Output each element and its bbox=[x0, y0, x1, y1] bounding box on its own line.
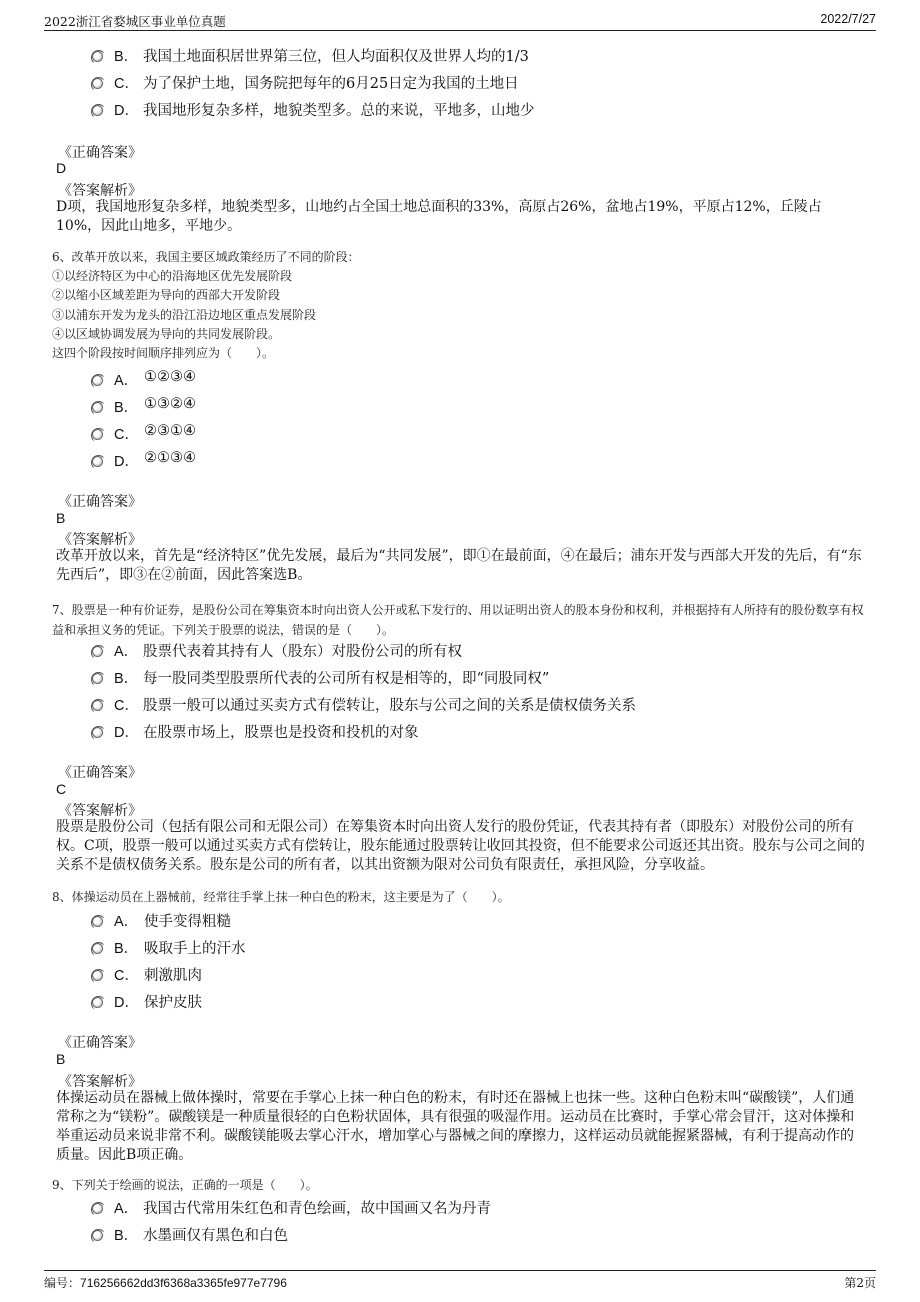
q9-stem: 9、下列关于绘画的说法，正确的一项是（ ）。 bbox=[52, 1178, 318, 1192]
radio-icon[interactable] bbox=[92, 997, 103, 1008]
radio-icon[interactable] bbox=[92, 51, 103, 62]
q6-answer: B bbox=[56, 510, 66, 526]
radio-icon[interactable] bbox=[92, 970, 103, 981]
radio-icon[interactable] bbox=[92, 375, 103, 386]
radio-icon[interactable] bbox=[92, 456, 103, 467]
q8-stem: 8、体操运动员在上器械前，经常往手掌上抹一种白色的粉末，这主要是为了（ ）。 bbox=[52, 890, 510, 904]
q8-answer-label: 《正确答案》 bbox=[58, 1035, 142, 1051]
radio-icon[interactable] bbox=[92, 700, 103, 711]
radio-icon[interactable] bbox=[92, 916, 103, 927]
radio-icon[interactable] bbox=[92, 1230, 103, 1241]
q6-stem: 6、改革开放以来，我国主要区域政策经历了不同的阶段： ①以经济特区为中心的沿海地区优先发展阶段 ②以缩小区域差距为导向的西部大开发阶段 ③以浦东开发为龙头的沿江沿边地区重点发展阶段 ④以区域协调发展为导向的共同发展阶段。 这四个阶段按时间顺序排列应为（ ）。 bbox=[52, 250, 360, 361]
q5-analysis: D项，我国地形复杂多样，地貌类型多，山地约占全国土地总面积的33%，高原占26%，盆地占19%，平原占12%，丘陵占10%，因此山地多，平地少。 bbox=[56, 199, 822, 234]
radio-icon[interactable] bbox=[92, 78, 103, 89]
q7-answer: C bbox=[56, 781, 67, 797]
q6-analysis: 改革开放以来，首先是“经济特区”优先发展，最后为“共同发展”，即①在最前面，④在最后；浦东开发与西部大开发的先后，有“东先西后”，即③在②前面，因此答案选B。 bbox=[56, 548, 862, 583]
page-header bbox=[44, 12, 876, 31]
radio-icon[interactable] bbox=[92, 429, 103, 440]
q7-stem: 7、股票是一种有价证券，是股份公司在筹集资本时向出资人公开或私下发行的、用以证明出资人的股本身份和权利，并根据持有人所持有的股份数享有权益和承担义务的凭证。下列关于股票的说法，错误的是（ ）。 bbox=[52, 603, 864, 637]
document-code: 编号：716256662dd3f6368a3365fe977e7796 bbox=[44, 1276, 287, 1290]
document-date: 2022/7/27 bbox=[820, 12, 876, 26]
q6-answer-label: 《正确答案》 bbox=[58, 494, 142, 510]
radio-icon[interactable] bbox=[92, 727, 103, 738]
page-number: 第2页 bbox=[844, 1276, 876, 1290]
radio-icon[interactable] bbox=[92, 943, 103, 954]
radio-icon[interactable] bbox=[92, 673, 103, 684]
radio-icon[interactable] bbox=[92, 402, 103, 413]
q7-analysis-label: 《答案解析》 bbox=[58, 803, 142, 819]
radio-icon[interactable] bbox=[92, 105, 103, 116]
radio-icon[interactable] bbox=[92, 1203, 103, 1214]
q6-analysis-label: 《答案解析》 bbox=[58, 532, 142, 548]
q8-analysis: 体操运动员在器械上做体操时，常要在手掌心上抹一种白色的粉末，有时还在器械上也抹一些。这种白色粉末叫“碳酸镁”，人们通常称之为“镁粉”。碳酸镁是一种质量很轻的白色粉状固体，具有很强的吸湿作用。运动员在比赛时，手掌心常会冒汗，这对体操和举重运动员来说非常不利。碳酸镁能吸去掌心汗水，增加掌心与器械之间的摩擦力，这样运动员就能握紧器械，有利于提高动作的质量。因此B项正确。 bbox=[56, 1090, 855, 1163]
page-footer bbox=[44, 1270, 876, 1291]
radio-icon[interactable] bbox=[92, 646, 103, 657]
q5-analysis-label: 《答案解析》 bbox=[58, 183, 142, 199]
q8-answer: B bbox=[56, 1051, 66, 1067]
q5-answer-label: 《正确答案》 bbox=[58, 145, 142, 161]
q7-analysis: 股票是股份公司（包括有限公司和无限公司）在筹集资本时向出资人发行的股份凭证，代表其持有者（即股东）对股份公司的所有权。C项，股票一般可以通过买卖方式有偿转让，股东能通过股票转让收回其投资，但不能要求公司返还其出资。股东与公司之间的关系不是债权债务关系。股东是公司的所有者，以其出资额为限对公司负有限责任，承担风险，分享收益。 bbox=[56, 819, 865, 873]
q7-answer-label: 《正确答案》 bbox=[58, 765, 142, 781]
q5-answer: D bbox=[56, 160, 67, 176]
q8-analysis-label: 《答案解析》 bbox=[58, 1074, 142, 1090]
document-title: 2022浙江省婺城区事业单位真题 bbox=[44, 14, 226, 29]
